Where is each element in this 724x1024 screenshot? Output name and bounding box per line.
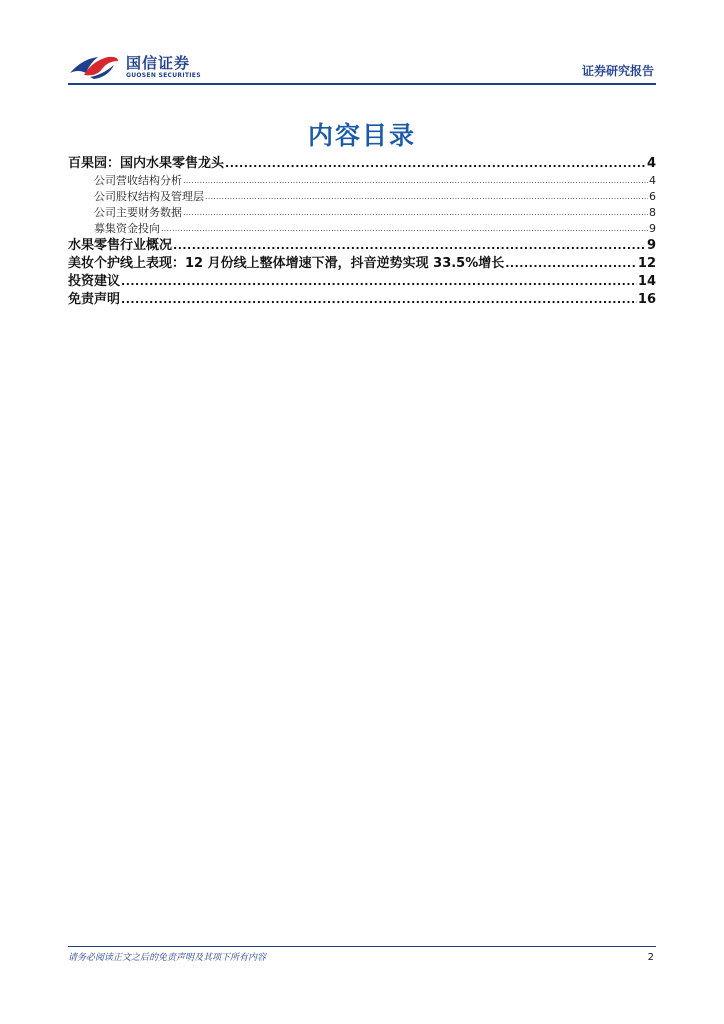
toc-leader-dots xyxy=(183,173,648,189)
toc-entry[interactable] xyxy=(68,291,656,309)
toc-leader-dots xyxy=(225,155,646,173)
logo-chinese-name: 国信证券 xyxy=(126,53,191,72)
toc-entry-page: 8 xyxy=(649,206,656,219)
company-logo xyxy=(68,52,201,82)
toc-entry-page: 14 xyxy=(637,274,656,289)
toc-entry[interactable] xyxy=(68,255,656,273)
toc-entry-label: 募集资金投向 xyxy=(94,222,160,235)
toc-entry-page: 4 xyxy=(646,156,656,171)
toc-entry-label: 公司股权结构及管理层 xyxy=(94,190,204,203)
toc-leader-dots xyxy=(161,221,648,237)
toc-entry[interactable] xyxy=(68,173,656,189)
toc-leader-dots xyxy=(173,237,646,255)
toc-entry[interactable] xyxy=(68,155,656,173)
toc-leader-dots xyxy=(505,255,637,273)
toc-entry-page: 9 xyxy=(646,238,656,253)
toc-entry[interactable] xyxy=(68,189,656,205)
footer-page-number: 2 xyxy=(647,952,654,963)
table-of-contents xyxy=(68,155,656,309)
toc-entry-label: 公司主要财务数据 xyxy=(94,206,182,219)
toc-entry-label: 美妆个护线上表现：12 月份线上整体增速下滑，抖音逆势实现 33.5%增长 xyxy=(68,256,505,271)
toc-leader-dots xyxy=(121,273,637,291)
toc-entry-label: 投资建议 xyxy=(68,274,121,289)
header-divider xyxy=(68,83,656,85)
toc-entry[interactable] xyxy=(68,221,656,237)
toc-entry[interactable] xyxy=(68,205,656,221)
toc-entry[interactable] xyxy=(68,237,656,255)
toc-entry-label: 公司营收结构分析 xyxy=(94,174,182,187)
toc-leader-dots xyxy=(183,205,648,221)
guosen-logo-icon xyxy=(68,53,120,81)
toc-entry[interactable] xyxy=(68,273,656,291)
toc-entry-page: 12 xyxy=(637,256,656,271)
toc-entry-label: 水果零售行业概况 xyxy=(68,238,173,253)
logo-english-name: GUOSEN SECURITIES xyxy=(126,71,201,79)
toc-leader-dots xyxy=(205,189,648,205)
toc-title: 内容目录 xyxy=(307,121,416,150)
toc-entry-page: 9 xyxy=(649,222,656,235)
toc-entry-label: 百果园：国内水果零售龙头 xyxy=(68,156,225,171)
report-type-label: 证券研究报告 xyxy=(581,64,654,78)
toc-entry-page: 4 xyxy=(649,174,656,187)
toc-entry-label: 免责声明 xyxy=(68,292,121,307)
footer-divider xyxy=(68,946,656,947)
toc-entry-page: 16 xyxy=(637,292,656,307)
footer-disclaimer-note: 请务必阅读正文之后的免责声明及其项下所有内容 xyxy=(68,953,267,963)
toc-leader-dots xyxy=(121,291,637,309)
page-header xyxy=(68,52,656,84)
toc-entry-page: 6 xyxy=(649,190,656,203)
